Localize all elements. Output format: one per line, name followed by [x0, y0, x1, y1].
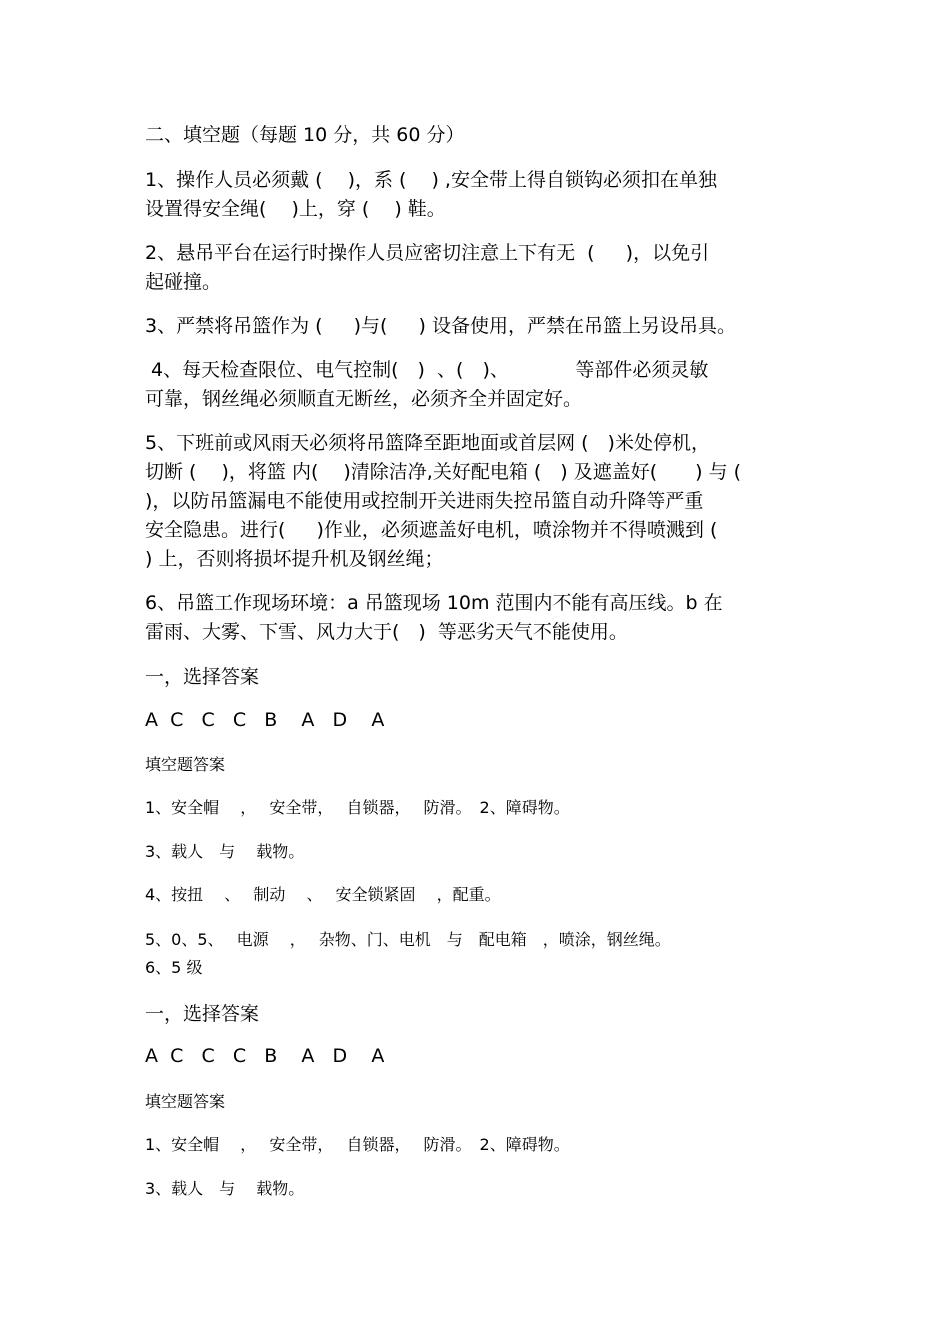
choice-answer-title: 一，选择答案 — [145, 666, 260, 688]
question-3-line-1: 3、严禁将吊篮作为 ( )与( ) 设备使用，严禁在吊篮上另设吊具。 — [145, 315, 736, 337]
fill-answer-title: 填空题答案 — [145, 755, 226, 774]
fill-answer-line: 3、载人 与 载物。 — [145, 842, 305, 861]
question-5-line-4: 安全隐患。进行( )作业，必须遮盖好电机，喷涂物并不得喷溅到 ( — [145, 519, 718, 541]
question-6-line-2: 雷雨、大雾、下雪、风力大于( ) 等恶劣天气不能使用。 — [145, 621, 628, 643]
question-5-line-2: 切断 ( )，将篮 内( )清除洁净,关好配电箱 ( ) 及遮盖好( ) 与 ( — [145, 461, 742, 483]
question-1-line-2: 设置得安全绳( )上，穿 ( ) 鞋。 — [145, 198, 446, 220]
section-title: 二、填空题（每题 10 分，共 60 分） — [145, 124, 465, 146]
question-2-line-1: 2、悬吊平台在运行时操作人员应密切注意上下有无 ( )，以免引 — [145, 242, 710, 264]
question-4-line-2: 可靠，钢丝绳必须顺直无断丝，必须齐全并固定好。 — [145, 388, 583, 410]
question-5-line-3: )，以防吊篮漏电不能使用或控制开关进雨失控吊篮自动升降等严重 — [145, 490, 704, 512]
choice-answer-letters: A C C C B A D A — [145, 709, 385, 731]
fill-answer-line: 1、安全帽 ， 安全带， 自锁器， 防滑。 2、障碍物。 — [145, 798, 570, 817]
question-1-line-1: 1、操作人员必须戴 ( )，系 ( ) ,安全带上得自锁钩必须扣在单独 — [145, 169, 717, 191]
fill-answer-line: 3、载人 与 载物。 — [145, 1179, 305, 1198]
fill-answer-line: 6、5 级 — [145, 958, 203, 977]
question-5-line-5: ) 上，否则将损坏提升机及钢丝绳； — [145, 548, 444, 570]
question-2-line-2: 起碰撞。 — [145, 271, 222, 293]
choice-answer-letters: A C C C B A D A — [145, 1045, 385, 1067]
question-4-line-1: 4、每天检查限位、电气控制( ) 、( )、 等部件必须灵敏 — [145, 359, 709, 381]
choice-answer-title: 一，选择答案 — [145, 1003, 260, 1025]
fill-answer-line: 4、按扭 、 制动 、 安全锁紧固 ，配重。 — [145, 885, 501, 904]
fill-answer-title: 填空题答案 — [145, 1092, 226, 1111]
fill-answer-line: 5、0、5、 电源 ， 杂物、门、电机 与 配电箱 ，喷涂，钢丝绳。 — [145, 930, 671, 949]
question-5-line-1: 5、下班前或风雨天必须将吊篮降至距地面或首层网 ( )米处停机， — [145, 432, 710, 454]
question-6-line-1: 6、吊篮工作现场环境：a 吊篮现场 10m 范围内不能有高压线。b 在 — [145, 592, 723, 614]
fill-answer-line: 1、安全帽 ， 安全带， 自锁器， 防滑。 2、障碍物。 — [145, 1135, 570, 1154]
